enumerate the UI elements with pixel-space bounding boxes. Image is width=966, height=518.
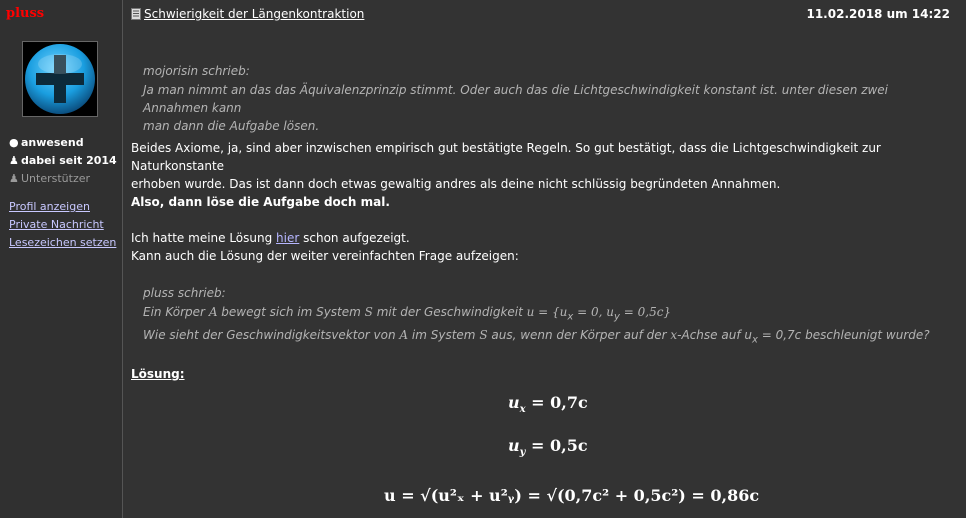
status-text: Unterstützer	[21, 172, 91, 185]
profile-links	[9, 198, 116, 252]
math-var: S	[479, 328, 488, 343]
paragraph-line	[131, 229, 519, 247]
author-username[interactable]: pluss	[6, 6, 45, 21]
paragraph	[131, 139, 951, 193]
author-sidebar	[0, 0, 123, 518]
quote-block	[143, 286, 930, 350]
post-title-link[interactable]: Schwierigkeit der Längenkontraktion	[144, 7, 365, 21]
post-date: 11.02.2018 um 14:22	[806, 7, 950, 21]
math-expr: = 0,5c}	[619, 305, 672, 319]
quote-line: Ja man nimmt an das das Äquivalenzprinzip stimmt. Oder auch das die Lichtgeschwindigkeit konstant ist. unter diesen zwei Annahmen kann	[143, 83, 889, 115]
equation-uy	[508, 436, 588, 458]
math-var: u	[508, 436, 520, 455]
text: bewegt sich im System	[217, 305, 365, 319]
online-status	[9, 134, 117, 152]
math-expr: = 0,7c	[525, 393, 588, 412]
equation-magnitude: u = √(u²ₓ + u²ᵧ) = √(0,7c² + 0,5c²) = 0,86c	[384, 486, 760, 505]
view-profile-link[interactable]: Profil anzeigen	[9, 200, 90, 213]
equation-ux	[508, 393, 588, 415]
emphasis-paragraph: Also, dann löse die Aufgabe doch mal.	[131, 195, 390, 209]
text: Ein Körper	[143, 305, 209, 319]
text: mit der Geschwindigkeit	[372, 305, 527, 319]
math-var: A	[399, 328, 409, 343]
math-sub: x	[567, 311, 574, 323]
math-var: u	[508, 393, 520, 412]
text: im System	[408, 328, 480, 343]
math-expr: = 0,5c	[525, 436, 588, 455]
solution-heading: Lösung:	[131, 367, 185, 381]
math-sub: x	[519, 404, 526, 416]
plus-avatar-icon	[23, 42, 97, 116]
paragraph-line: Beides Axiome, ja, sind aber inzwischen empirisch gut bestätigte Regeln. So gut bestätigt, dass die Lichtgeschwindigkeit zur Naturkonstante	[131, 141, 881, 173]
bookmark-link[interactable]: Lesezeichen setzen	[9, 236, 117, 249]
math-var: S	[364, 305, 373, 319]
supporter-icon: ♟	[9, 172, 19, 185]
online-dot-icon: ●	[9, 136, 19, 149]
math-expr: u = {u	[526, 305, 568, 319]
paragraph-line: erhoben wurde. Das ist dann doch etwas gewaltig andres als deine nicht schlüssig begründeten Annahmen.	[131, 177, 781, 191]
text: -Achse auf u	[677, 328, 752, 343]
text: aus, wenn der Körper auf der	[487, 328, 671, 343]
text: schon aufgezeigt.	[299, 231, 410, 245]
math-sub: x	[751, 334, 758, 346]
text: Ich hatte meine Lösung	[131, 231, 277, 245]
document-icon	[131, 8, 141, 20]
quote-author: pluss schrieb:	[143, 286, 226, 300]
quote-author: mojorisin schrieb:	[143, 64, 250, 78]
quote-line	[143, 303, 930, 326]
math-sub: y	[614, 311, 620, 323]
paragraph-line: Kann auch die Lösung der weiter vereinfachten Frage aufzeigen:	[131, 249, 519, 263]
status-text: anwesend	[21, 136, 84, 149]
member-icon: ♟	[9, 154, 19, 167]
status-text: dabei seit 2014	[21, 154, 117, 167]
math-sub: y	[519, 447, 526, 459]
quote-line	[143, 326, 930, 349]
quote-line: man dann die Aufgabe lösen.	[143, 119, 320, 133]
text: Wie sieht der Geschwindigkeitsvektor von	[143, 328, 400, 343]
quote-block	[143, 64, 951, 135]
math-var: x	[670, 328, 678, 343]
avatar[interactable]	[22, 41, 98, 117]
post-header	[131, 7, 950, 25]
solution-link[interactable]: hier	[276, 231, 300, 245]
private-message-link[interactable]: Private Nachricht	[9, 218, 104, 231]
member-role	[9, 170, 117, 188]
math-var: A	[208, 305, 218, 319]
text: = 0,7c beschleunigt wurde?	[757, 328, 930, 343]
author-status-list	[9, 134, 117, 188]
math-expr: = 0, u	[573, 305, 615, 319]
paragraph	[131, 229, 519, 265]
member-since	[9, 152, 117, 170]
